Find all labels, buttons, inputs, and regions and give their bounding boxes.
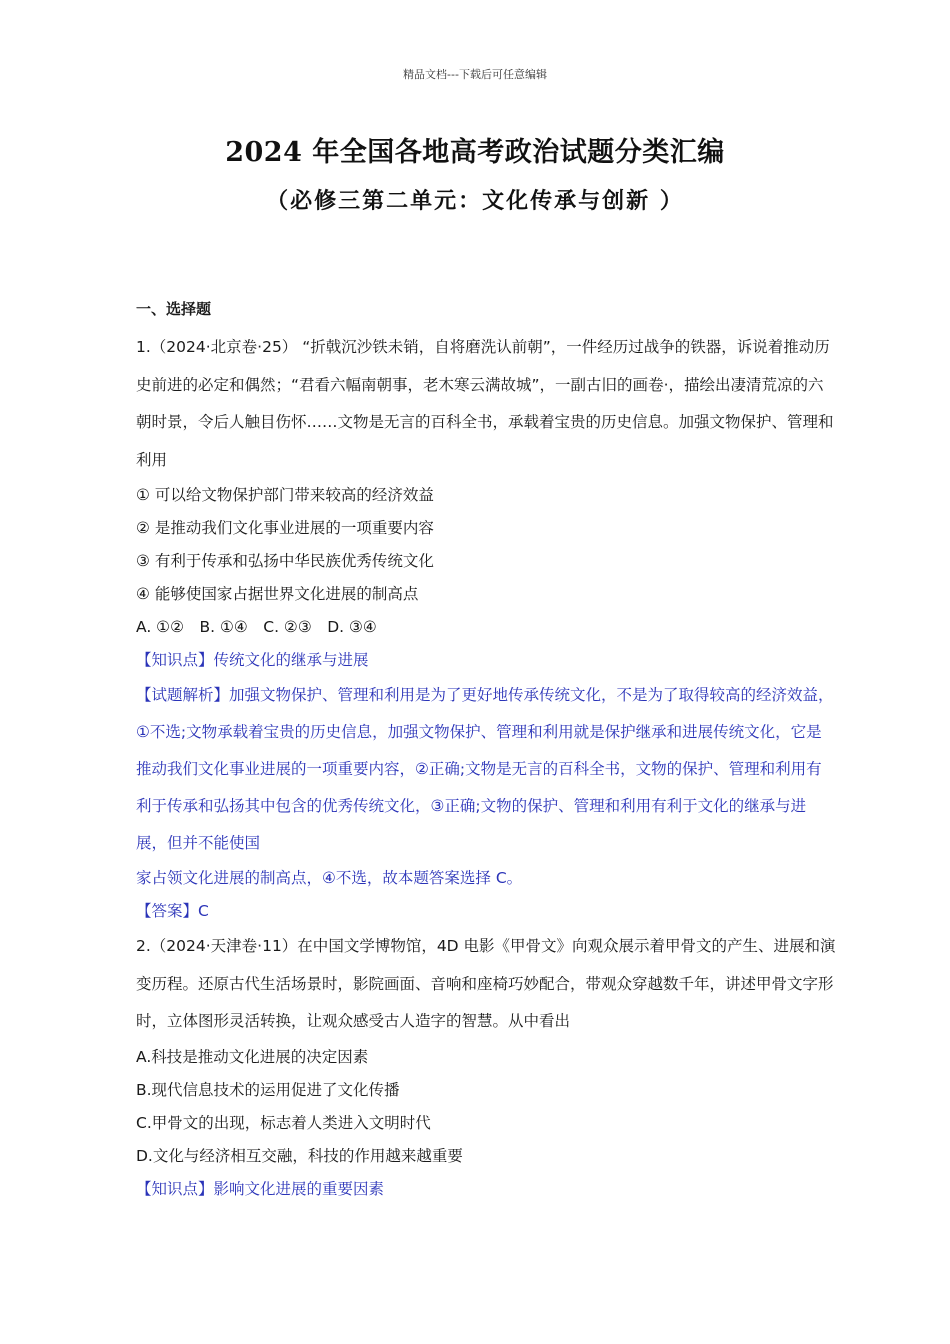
knowledge-point: 【知识点】传统文化的继承与进展 [136, 651, 369, 669]
analysis-text: 【试题解析】加强文物保护、管理和利用是为了更好地传承传统文化，不是为了取得较高的经济效益，①不选;文物承载着宝贵的历史信息，加强文物保护、管理和利用就是保护继承和进展传统文化，它是推动我们文化事业进展的一项重要内容，②正确;文物是无言的百科全书，文物的保护、管理和利用有利于传承和弘扬其中包含的优秀传统文化，③正确;文物的保护、管理和利用有利于文化的继承与进展，但并不能使国 [136, 686, 834, 852]
page-header: 精品文档---下载后可任意编辑 [403, 68, 547, 81]
answer: 【答案】C [136, 902, 209, 920]
document-body [136, 298, 836, 1206]
knowledge-point: 【知识点】影响文化进展的重要因素 [136, 1179, 385, 1198]
document-title: 2024 年全国各地高考政治试题分类汇编 [225, 137, 725, 168]
option-item: B.现代信息技术的运用促进了文化传播 [136, 1080, 400, 1099]
question-stem: 2.（2024·天津卷·11）在中国文学博物馆，4D 电影《甲骨文》向观众展示着甲骨文的产生、进展和演变历程。还原古代生活场景时，影院画面、音响和座椅巧妙配合，带观众穿越数千年，讲述甲骨文字形时，立体图形灵活转换，让观众感受古人造字的智慧。从中看出 [136, 937, 836, 1030]
question-2 [136, 928, 836, 1206]
option-item: C.甲骨文的出现，标志着人类进入文明时代 [136, 1113, 431, 1132]
question-1 [136, 329, 836, 928]
section-title: 一、选择题 [136, 300, 212, 318]
option-item: A.科技是推动文化进展的决定因素 [136, 1047, 369, 1066]
option-item: ② 是推动我们文化事业进展的一项重要内容 [136, 519, 434, 537]
option-item: D.文化与经济相互交融，科技的作用越来越重要 [136, 1146, 463, 1165]
question-stem: 1.（2024·北京卷·25） “折戟沉沙铁未销，自将磨洗认前朝”，一件经历过战争的铁器，诉说着推动历史前进的必定和偶然；“君看六幅南朝事，老木寒云满故城”，一副古旧的画卷·，描绘出凄清荒凉的六朝时景，令后人触目伤怀……文物是无言的百科全书，承载着宝贵的历史信息。加强文物保护、管理和利用 [136, 338, 834, 469]
option-item: ① 可以给文物保护部门带来较高的经济效益 [136, 486, 434, 504]
document-subtitle: （必修三第二单元：文化传承与创新 ） [266, 188, 684, 214]
option-item: ④ 能够使国家占据世界文化进展的制高点 [136, 585, 419, 603]
option-item: ③ 有利于传承和弘扬中华民族优秀传统文化 [136, 552, 434, 570]
answer-choices: A. ①② B. ①④ C. ②③ D. ③④ [136, 618, 377, 636]
analysis-conclusion: 家占领文化进展的制高点，④不选，故本题答案选择 C。 [136, 869, 523, 887]
